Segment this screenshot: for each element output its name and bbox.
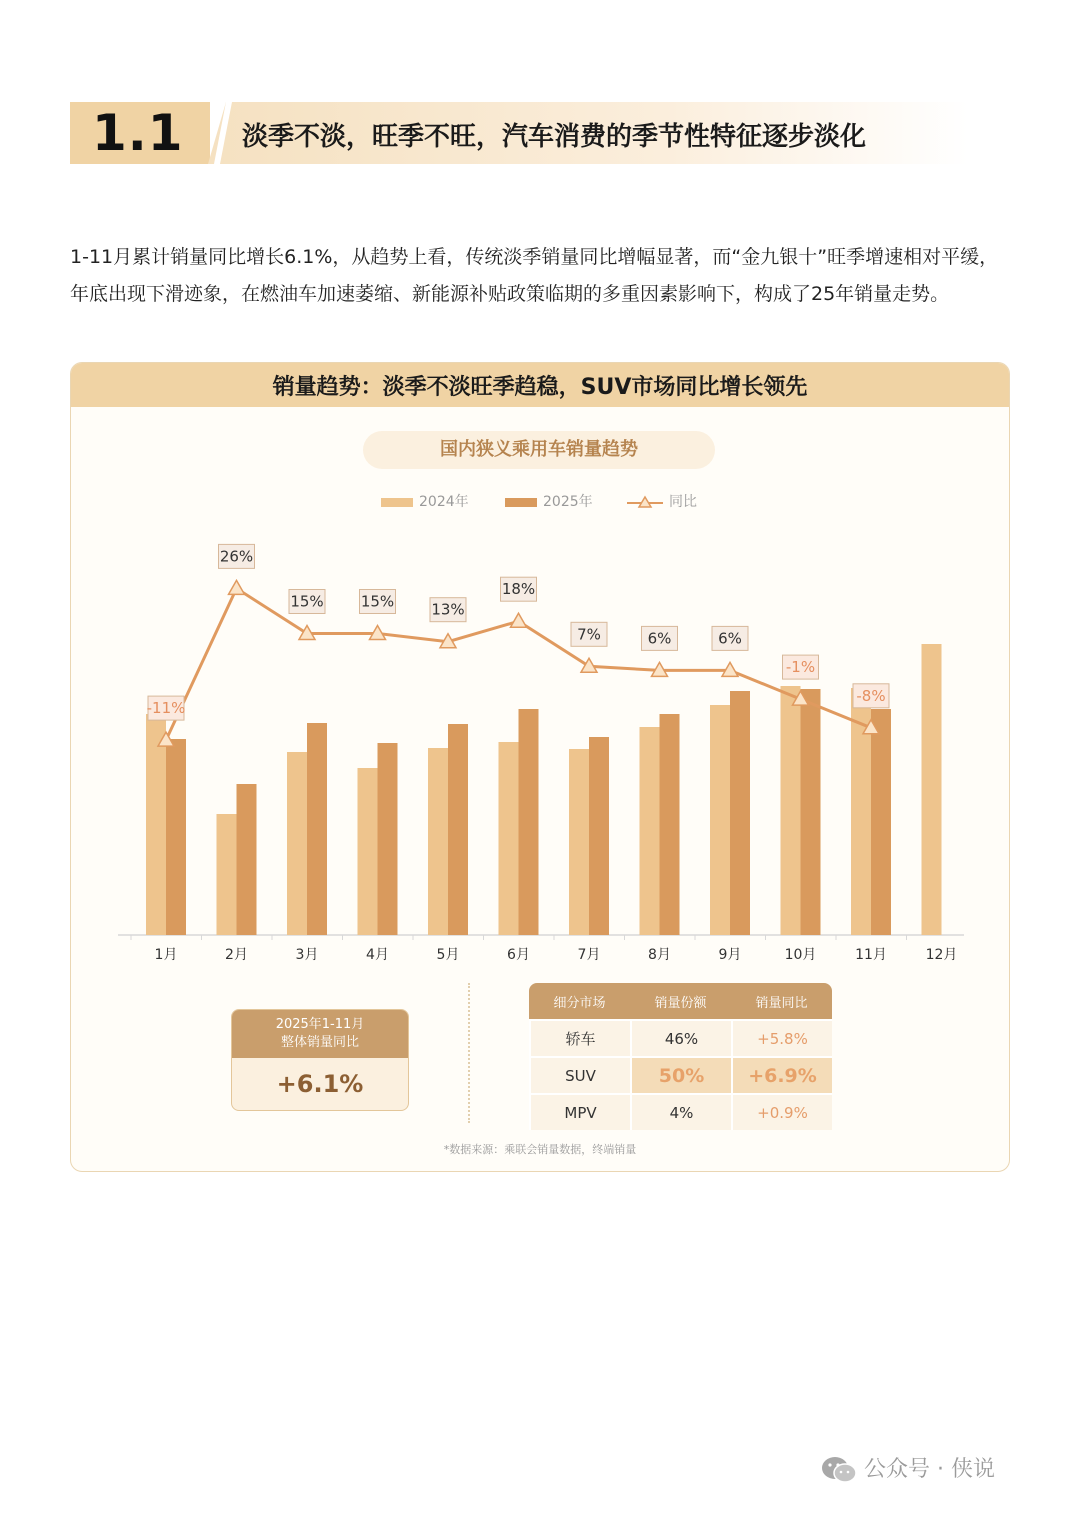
- table-header-cell: 细分市场: [529, 983, 630, 1019]
- legend-swatch-2024: [381, 498, 413, 507]
- x-tick-label: 11月: [855, 947, 887, 963]
- yoy-label: 6%: [718, 629, 742, 648]
- table-header-cell: 销量同比: [731, 983, 832, 1019]
- table-cell-segment: 轿车: [529, 1019, 630, 1056]
- table-cell-yoy: +5.8%: [731, 1019, 832, 1056]
- yoy-label: -8%: [856, 686, 886, 705]
- bar-2024: [287, 752, 307, 935]
- yoy-label: 26%: [219, 547, 254, 566]
- summary-card: [231, 1009, 409, 1111]
- table-cell-share: 4%: [630, 1093, 731, 1130]
- yoy-label: 7%: [577, 625, 601, 644]
- bar-2024: [358, 768, 378, 935]
- bar-2025: [660, 714, 680, 935]
- watermark-text: 公众号 · 侠说: [864, 1457, 995, 1482]
- yoy-label: -11%: [146, 699, 186, 718]
- table-cell-yoy: +0.9%: [731, 1093, 832, 1130]
- legend-label-2025: 2025年: [543, 494, 593, 510]
- table-cell-segment: MPV: [529, 1093, 630, 1130]
- segment-table-header: [529, 983, 832, 1019]
- summary-card-value: +6.1%: [276, 1070, 364, 1098]
- table-row: [529, 1093, 832, 1130]
- x-tick-label: 1月: [154, 947, 178, 963]
- x-tick-label: 5月: [436, 947, 460, 963]
- yoy-label: 15%: [290, 592, 324, 611]
- x-tick-label: 10月: [784, 947, 817, 963]
- yoy-label: 6%: [647, 629, 672, 648]
- table-header-cell: 销量份额: [630, 983, 731, 1019]
- x-tick-label: 2月: [225, 947, 248, 963]
- bar-2024: [640, 727, 660, 935]
- section-header: [70, 102, 1010, 164]
- table-cell-share: 50%: [630, 1056, 731, 1093]
- table-cell-share: 46%: [630, 1019, 731, 1056]
- bar-2024: [217, 814, 237, 935]
- bar-2025: [166, 739, 186, 935]
- chart-title: 国内狭义乘用车销量趋势: [363, 431, 715, 469]
- legend-label-2024: 2024年: [419, 494, 469, 510]
- x-tick-label: 6月: [507, 947, 530, 963]
- yoy-label: 15%: [360, 592, 395, 611]
- table-row: [529, 1019, 832, 1056]
- bar-2024: [428, 748, 448, 935]
- yoy-label: 13%: [431, 600, 465, 619]
- bar-2024: [710, 705, 730, 935]
- summary-card-header: [232, 1010, 408, 1058]
- legend-label-yoy: 同比: [669, 494, 697, 510]
- x-tick-label: 4月: [366, 947, 389, 963]
- sales-trend-chart: [70, 510, 1010, 970]
- table-cell-yoy: +6.9%: [731, 1056, 832, 1093]
- bar-2024: [781, 686, 801, 935]
- x-tick-label: 8月: [648, 947, 671, 963]
- bar-2025: [378, 743, 398, 935]
- bar-2024: [922, 644, 942, 935]
- segment-table: [529, 983, 832, 1130]
- watermark: [820, 1452, 995, 1485]
- panel-header: [71, 363, 1009, 407]
- legend-line-icon: [627, 495, 663, 509]
- data-source-note: *数据来源：乘联会销量数据，终端销量: [443, 1143, 637, 1156]
- x-tick-label: 9月: [718, 947, 742, 963]
- x-tick-label: 7月: [577, 947, 601, 963]
- table-cell-segment: SUV: [529, 1056, 630, 1093]
- bar-2025: [519, 709, 539, 935]
- bar-2025: [307, 723, 327, 935]
- bar-2024: [569, 749, 589, 935]
- summary-card-line2: 整体销量同比: [280, 1035, 359, 1050]
- legend-swatch-2025: [505, 498, 537, 507]
- bar-2024: [146, 714, 166, 935]
- panel-divider: [468, 983, 470, 1123]
- bar-2024: [499, 742, 519, 935]
- section-title: 淡季不淡，旺季不旺，汽车消费的季节性特征逐步淡化: [242, 122, 867, 152]
- bar-2025: [871, 709, 891, 935]
- yoy-label: -1%: [785, 658, 816, 677]
- bar-2025: [448, 724, 468, 935]
- bar-2025: [589, 737, 609, 935]
- bar-2025: [801, 689, 821, 935]
- yoy-label: 18%: [501, 580, 536, 599]
- x-tick-label: 3月: [295, 947, 319, 963]
- wechat-icon: [820, 1455, 858, 1485]
- yoy-marker: [229, 580, 245, 594]
- bar-2025: [730, 691, 750, 935]
- summary-card-line1: 2025年1-11月: [275, 1017, 365, 1032]
- x-tick-label: 12月: [925, 947, 958, 963]
- bar-2025: [237, 784, 257, 935]
- panel-title: 销量趋势：淡季不淡旺季趋稳，SUV市场同比增长领先: [272, 375, 808, 400]
- table-row: [529, 1056, 832, 1093]
- intro-paragraph: 1-11月累计销量同比增长6.1%，从趋势上看，传统淡季销量同比增幅显著，而“金九银十”旺季增速相对平缓，年底出现下滑迹象，在燃油车加速萎缩、新能源补贴政策临期的多重因素影响下，构成了25年销量走势。: [70, 246, 999, 305]
- section-number: 1.1: [92, 104, 184, 162]
- yoy-marker: [511, 613, 527, 627]
